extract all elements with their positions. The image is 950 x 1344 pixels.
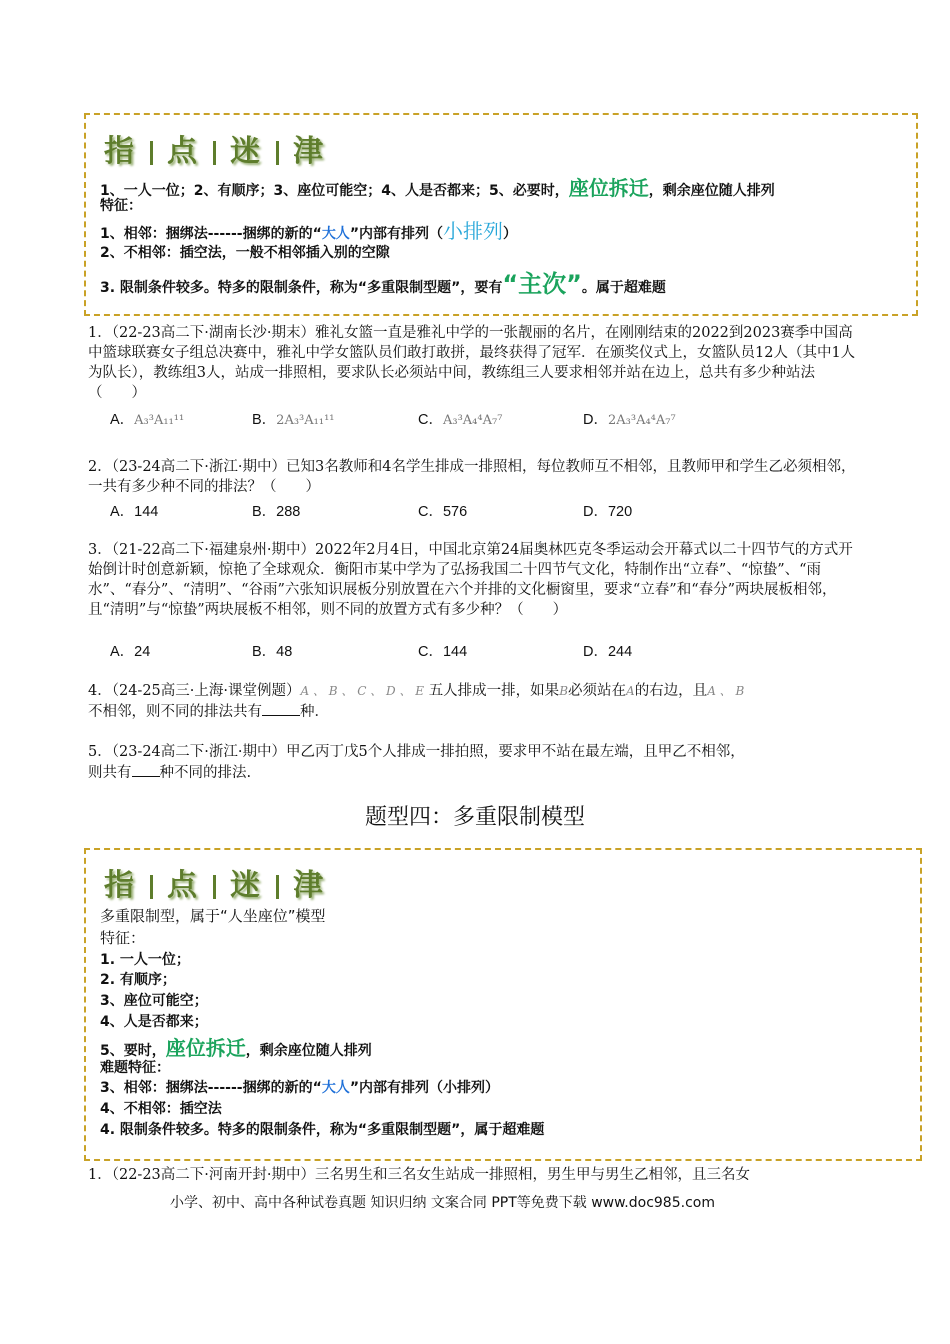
tips2-line-5: 3、座位可能空； [100, 993, 208, 1009]
footer: 小学、初中、高中各种试卷真题 知识归纳 文案合同 PPT等免费下载 www.doc985.com [170, 1195, 715, 1211]
question-3: 3．（21-22高二下·福建泉州·期中）2022年2月4日，中国北京第24届奥林匹克冬季运动会开幕式以二十四节气的方式开始倒计时创意新颖，惊艳了全球观众．衡阳市某中学为了弘扬我国二十四节气文化，特制作出“立春”、“惊蛰”、“雨水”、“春分”、“清明”、“谷雨”六张知识展板分别放置在六个并排的文化橱窗里，要求“立春”和“春分”两块展板相邻，且“清明”与“惊蛰”两块展板不相邻，则不同的放置方式有多少种？（ ） [88, 542, 853, 618]
q1-option-c[interactable]: C．A₃³A₄⁴A₇⁷ [418, 412, 503, 428]
banner-char: 迷 [230, 868, 262, 903]
tips-banner-1 [104, 126, 325, 170]
question-6: 1．（22-23高二下·河南开封·期中）三名男生和三名女生站成一排照相，男生甲与男生乙相邻，且三名女 [88, 1167, 750, 1183]
section-title: 题型四：多重限制模型 [364, 805, 585, 830]
tips1-line-1: 1、一人一位；2、有顺序；3、座位可能空；4、人是否都来；5、必要时，座位拆迁，剩余座位随人排列 [100, 176, 775, 200]
banner-separator [276, 141, 279, 165]
q3-option-b[interactable]: B．48 [252, 644, 293, 660]
question-5: 5．（23-24高二下·浙江·期中）甲乙丙丁戊5个人排成一排拍照，要求甲不站在最左端，且甲乙不相邻， 则共有 种不同的排法. [88, 744, 745, 781]
banner-char: 点 [167, 868, 199, 903]
banner-separator [150, 875, 153, 899]
tips1-line-3: 1、相邻：捆绑法------捆绑的新的“大人”内部有排列（小排列） [100, 219, 518, 243]
tips-banner-2 [104, 860, 325, 904]
tips2-line-6: 4、人是否都来； [100, 1014, 208, 1030]
q3-option-a[interactable]: A．24 [110, 644, 151, 660]
tips2-line-9: 3、相邻：捆绑法------捆绑的新的“大人”内部有排列（小排列） [100, 1080, 500, 1096]
banner-separator [276, 875, 279, 899]
tips2-line-3: 1. 一人一位； [100, 952, 190, 968]
tips2-line-7: 5、要时，座位拆迁，剩余座位随人排列 [100, 1036, 372, 1060]
tips2-line-8: 难题特征： [100, 1060, 170, 1076]
banner-separator [213, 141, 216, 165]
banner-char: 点 [167, 134, 199, 169]
banner-char: 指 [104, 134, 136, 169]
tips1-line-2: 特征： [100, 198, 142, 214]
tips2-line-10: 4、不相邻：插空法 [100, 1101, 222, 1117]
q2-option-a[interactable]: A．144 [110, 504, 159, 520]
tips2-line-2: 特征： [100, 929, 146, 947]
tips2-line-1: 多重限制型，属于“人坐座位”模型 [100, 907, 326, 925]
banner-char: 津 [293, 868, 325, 903]
tips2-line-4: 2. 有顺序； [100, 972, 176, 988]
tips1-line-4: 2、不相邻：插空法，一般不相邻插入别的空隙 [100, 245, 390, 261]
q1-option-d[interactable]: D．2A₃³A₄⁴A₇⁷ [583, 412, 676, 428]
tips1-line-5: 3. 限制条件较多。特多的限制条件，称为“多重限制型题”，要有“主次”。属于超难题 [100, 270, 666, 298]
q1-option-b[interactable]: B．2A₃³A₁₁¹¹ [252, 412, 335, 428]
tips2-line-11: 4. 限制条件较多。特多的限制条件，称为“多重限制型题”，属于超难题 [100, 1122, 545, 1138]
banner-char: 指 [104, 868, 136, 903]
q3-option-c[interactable]: C．144 [418, 644, 468, 660]
q3-option-d[interactable]: D．244 [583, 644, 633, 660]
banner-separator [213, 875, 216, 899]
q2-option-b[interactable]: B．288 [252, 504, 301, 520]
banner-char: 津 [293, 134, 325, 169]
q5-answer-blank[interactable] [132, 762, 160, 777]
q1-option-a[interactable]: A．A₃³A₁₁¹¹ [110, 412, 185, 428]
q2-option-d[interactable]: D．720 [583, 504, 633, 520]
q2-option-c[interactable]: C．576 [418, 504, 468, 520]
question-4: 4．（24-25高三·上海·课堂例题）A 、 B 、 C 、 D 、 E 五人排成一排，如果B必须站在A的右边，且A 、 B 不相邻，则不同的排法共有 种． [88, 683, 745, 720]
question-1: 1．（22-23高二下·湖南长沙·期末）雅礼女篮一直是雅礼中学的一张靓丽的名片，在刚刚结束的2022到2023赛季中国高中篮球联赛女子组总决赛中，雅礼中学女篮队员们敢打敢拼，最终获得了冠军．在颁奖仪式上，女篮队员12人（其中1人为队长），教练组3人，站成一排照相，要求队长必须站中间，教练组三人要求相邻并站在边上，总共有多少种站法（ ） [88, 325, 856, 401]
banner-separator [150, 141, 153, 165]
question-2: 2．（23-24高二下·浙江·期中）已知3名教师和4名学生排成一排照相，每位教师互不相邻，且教师甲和学生乙必须相邻，一共有多少种不同的排法？（ ） [88, 459, 856, 495]
q4-answer-blank[interactable] [262, 701, 300, 716]
banner-char: 迷 [230, 134, 262, 169]
